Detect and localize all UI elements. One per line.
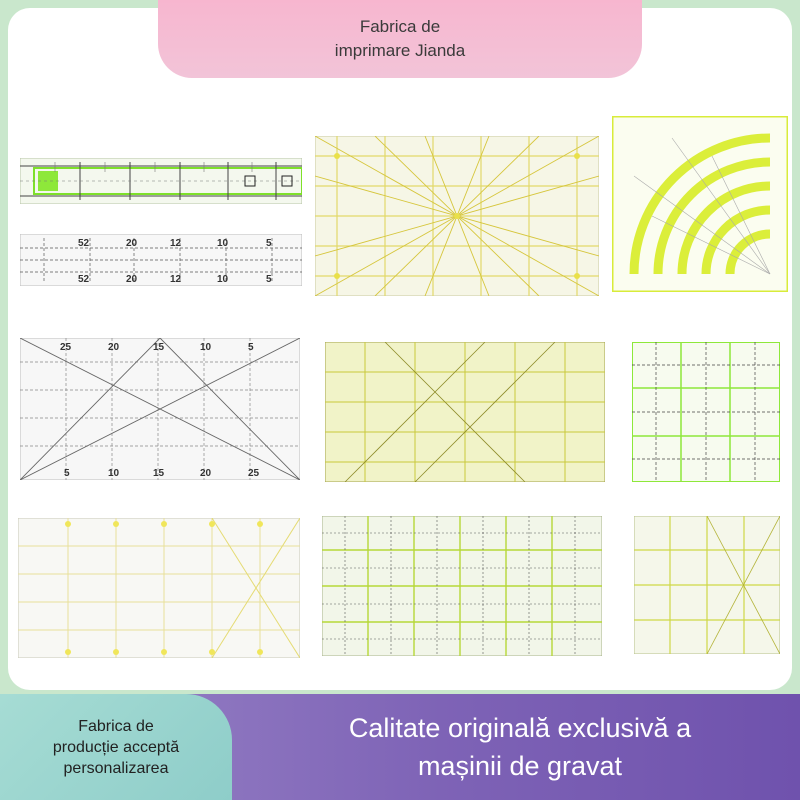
footer-left-line-2: producție acceptă	[52, 738, 180, 756]
wide-number: 25	[60, 342, 72, 353]
header-line-1: Fabrica de	[359, 17, 441, 36]
footer-left-line-3: personalizarea	[63, 759, 169, 777]
ruler-square-green	[632, 342, 780, 482]
wide-number: 5	[248, 342, 254, 353]
ruler-small-rectangle	[634, 516, 780, 654]
wide-number: 10	[108, 468, 120, 479]
ruler-wide-clear	[20, 338, 300, 480]
ruler-long-green-grid	[322, 516, 602, 656]
strip-number: 5	[266, 238, 272, 249]
ruler-quarter-circle	[612, 116, 788, 292]
wide-number: 20	[108, 342, 120, 353]
strip-number: 52	[78, 238, 90, 249]
ruler-yellow-green	[325, 342, 605, 482]
ruler-narrow-clear	[20, 234, 302, 286]
ruler-long-dotted	[18, 518, 300, 658]
ruler-yellow-rectangle	[315, 136, 599, 296]
wide-number: 25	[248, 468, 260, 479]
header-line-2: imprimare Jianda	[334, 41, 466, 60]
footer-left-line-1: Fabrica de	[78, 717, 154, 735]
footer-banner	[0, 694, 800, 800]
wide-number: 5	[64, 468, 70, 479]
strip-number: 5	[266, 274, 272, 285]
customization-badge	[0, 694, 232, 800]
strip-number: 10	[217, 274, 229, 285]
footer-right-line-1: Calitate originală exclusivă a	[348, 713, 692, 743]
quality-slogan	[255, 694, 785, 800]
wide-number: 15	[153, 468, 165, 479]
ruler-narrow-green	[20, 158, 302, 204]
footer-right-line-2: mașinii de gravat	[417, 751, 623, 781]
strip-number: 10	[217, 238, 229, 249]
wide-number: 10	[200, 342, 212, 353]
wide-number: 20	[200, 468, 212, 479]
strip-number: 20	[126, 274, 138, 285]
wide-number: 15	[153, 342, 165, 353]
strip-number: 52	[78, 274, 90, 285]
strip-number: 20	[126, 238, 138, 249]
header-banner	[158, 0, 642, 78]
strip-number: 12	[170, 238, 182, 249]
strip-number: 12	[170, 274, 182, 285]
